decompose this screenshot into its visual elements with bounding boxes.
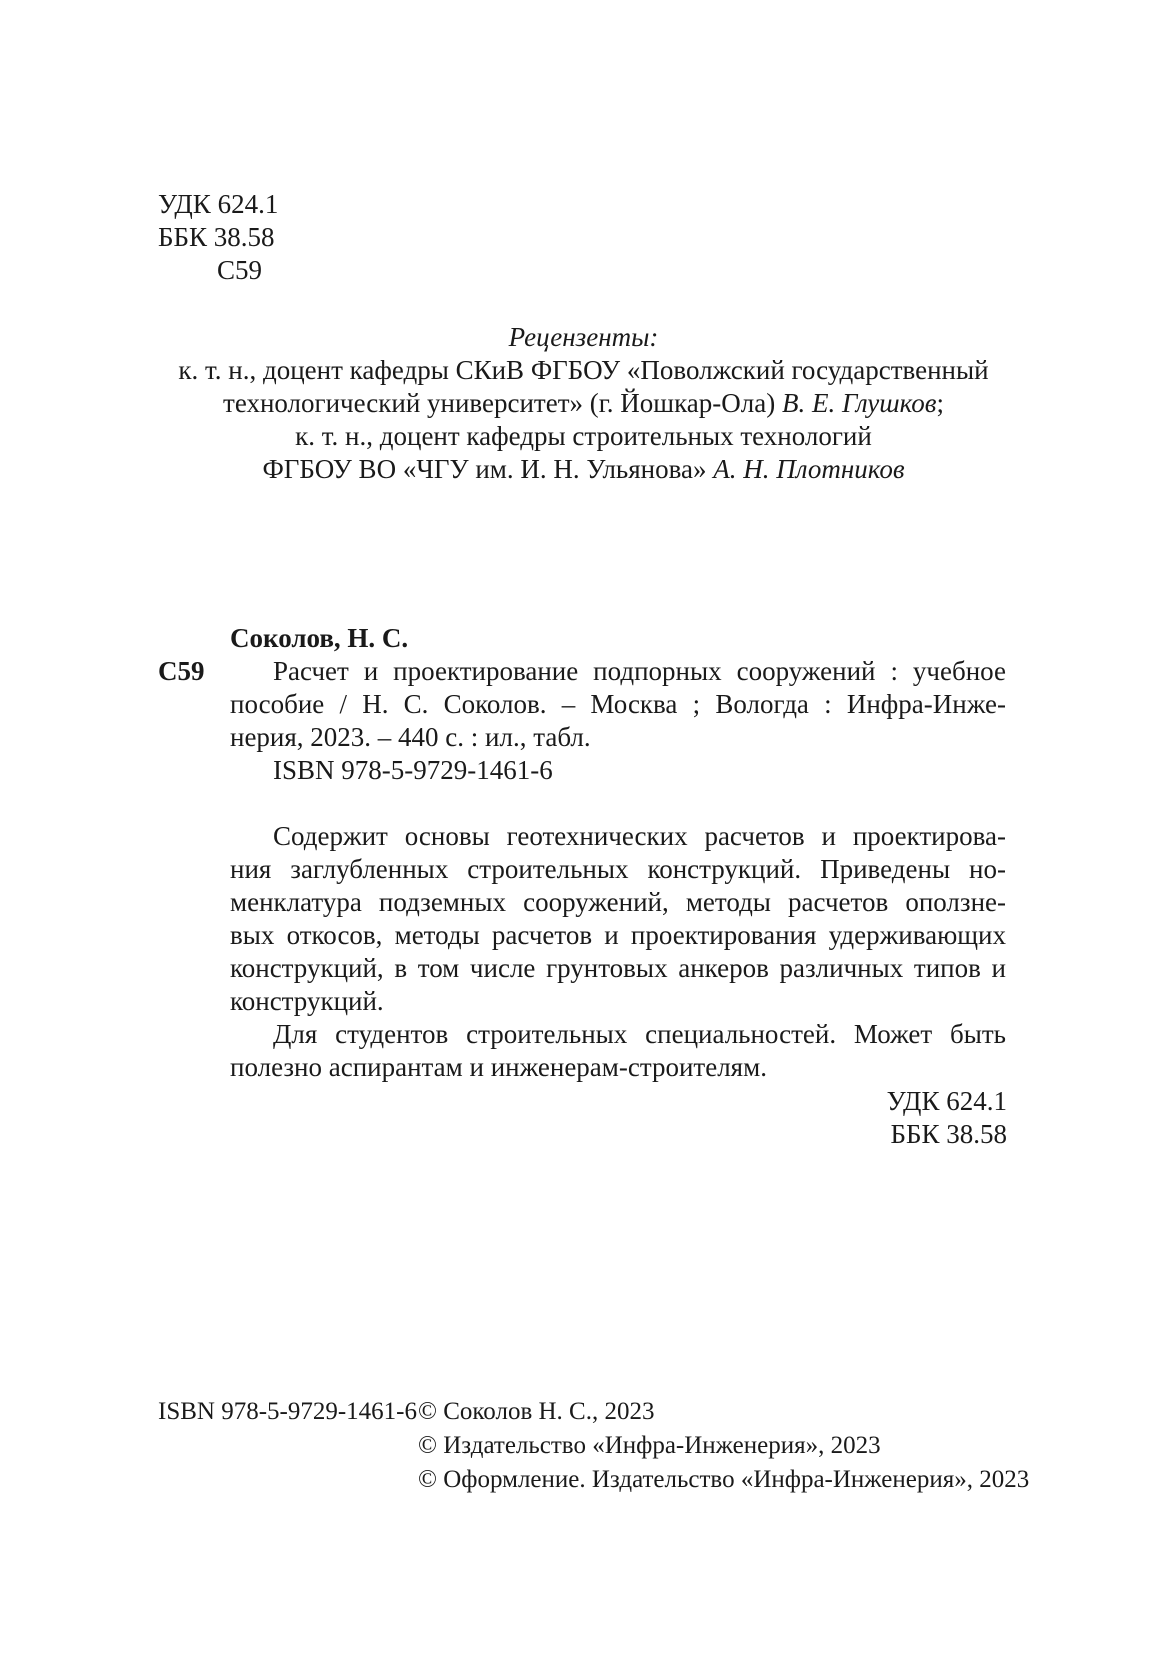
reviewers-block [0, 321, 1167, 486]
catalog-author-mark: С59 [158, 656, 205, 686]
annotation-line: полезно аспирантам и инженерам-строителям. [230, 1052, 767, 1082]
annotation-line: менклатура подземных сооружений, методы расчетов оползне- [230, 887, 1006, 917]
annotation-line: ния заглубленных строительных конструкций. Приведены но- [230, 854, 1006, 884]
reviewer-1-punct: ; [936, 388, 944, 418]
reviewer-1-name: В. Е. Глушков [781, 388, 937, 418]
author-mark: С59 [217, 255, 263, 285]
catalog-author: Соколов, Н. С. [230, 623, 409, 653]
bbk-code-bottom: ББК 38.58 [890, 1119, 1007, 1149]
catalog-desc-line: Расчет и проектирование подпорных сооружений : учебное [273, 656, 1006, 686]
catalog-description [230, 655, 1006, 754]
catalog-desc-line: пособие / Н. С. Соколов. – Москва ; Вологда : Инфра-Инже- [230, 689, 1006, 719]
reviewer-1-line-2 [0, 387, 1167, 420]
copyright-isbn: ISBN 978-5-9729-1461-6 [158, 1398, 418, 1425]
reviewer-1-affiliation: технологический университет» (г. Йошкар-Ола) [223, 388, 776, 418]
reviewer-1-line-1: к. т. н., доцент кафедры СКиВ ФГБОУ «Поволжский государственный [178, 355, 989, 385]
udk-code-bottom: УДК 624.1 [886, 1086, 1007, 1116]
annotation-line: Содержит основы геотехнических расчетов и проектирова- [273, 821, 1006, 851]
reviewer-2-affiliation: ФГБОУ ВО «ЧГУ им. И. Н. Ульянова» [262, 454, 707, 484]
catalog-desc-line: нерия, 2023. – 440 с. : ил., табл. [230, 722, 591, 752]
reviewer-2-name: А. Н. Плотников [713, 454, 905, 484]
copyright-line: © Оформление. Издательство «Инфра-Инженерия», 2023 [418, 1466, 1030, 1493]
annotation-line: вых откосов, методы расчетов и проектирования удерживающих [230, 920, 1006, 950]
copyright-block [418, 1395, 1029, 1497]
udk-code: УДК 624.1 [158, 189, 279, 219]
reviewer-2-line-1: к. т. н., доцент кафедры строительных технологий [295, 421, 872, 451]
reviewer-2-line-2 [0, 453, 1167, 486]
copyright-line: © Издательство «Инфра-Инженерия», 2023 [418, 1432, 881, 1459]
annotation-line: конструкций, в том числе грунтовых анкеров различных типов и [230, 953, 1006, 983]
annotation [230, 820, 1006, 1084]
annotation-line: Для студентов строительных специальностей. Может быть [273, 1019, 1006, 1049]
catalog-isbn: ISBN 978-5-9729-1461-6 [273, 755, 553, 785]
bbk-code: ББК 38.58 [158, 222, 275, 252]
reviewers-heading: Рецензенты: [508, 322, 659, 352]
annotation-line: конструкций. [230, 986, 384, 1016]
copyright-line: © Соколов Н. С., 2023 [418, 1398, 655, 1425]
